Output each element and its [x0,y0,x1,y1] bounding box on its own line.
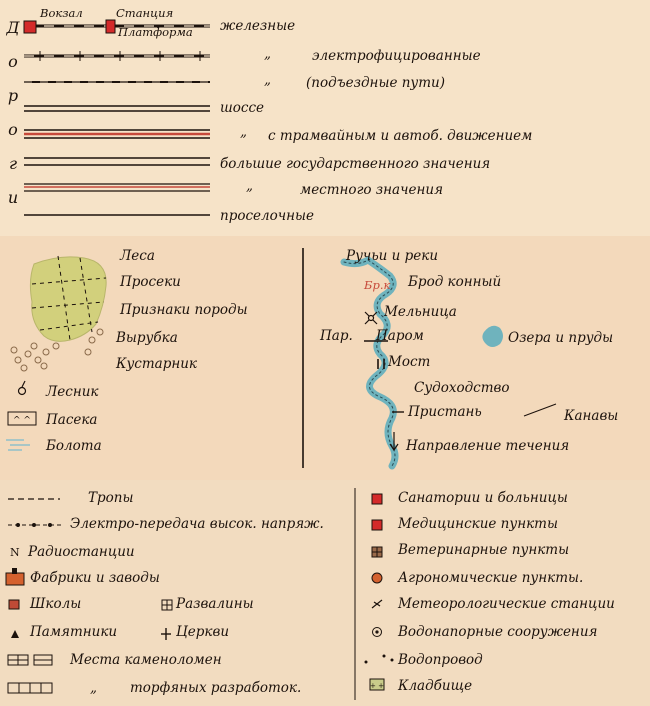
church-symbol [161,628,171,640]
roads-legend-panel [0,0,650,236]
bottom-right-label: Ветеринарные пункты [398,542,570,558]
forest-item-label: Признаки породы [120,302,248,318]
bottom-right-label: Водонапорные сооружения [398,624,598,640]
bottom-right-label: Медицинские пункты [398,516,558,532]
forest-item-label: Леса [120,248,155,264]
bottom-right-label: Кладбище [398,678,473,694]
state-road-symbol [24,158,210,165]
road-row-label: „ [264,72,271,88]
apiary-symbol [8,412,36,426]
platform-label: Платформа [118,25,193,39]
electric-railway-symbol [24,51,210,61]
forest-symbol [11,256,106,371]
quarry-symbol [8,655,52,665]
water-tower-symbol [373,628,382,637]
medical-point-symbol [372,520,382,530]
lake-symbol [482,326,503,347]
road-row-label: местного значения [300,182,444,198]
forest-item-label: Болота [46,438,102,454]
bottom-left-label: Развалины [176,596,254,612]
side-letter: г [8,154,18,173]
water-item-label: Пристань [408,404,482,420]
highway-symbol [24,106,210,111]
forest-item-label: Просеки [120,274,181,290]
ford-abbrev-label: Бр.к [364,278,391,292]
forest-water-legend-panel [0,236,650,480]
weather-station-symbol [372,600,382,608]
side-letter: и [7,188,19,207]
bottom-left-label: Радиостанции [28,544,135,560]
peat-symbol [8,683,52,693]
bottom-left-label: Электро-передача высок. напряж. [70,516,324,532]
school-symbol [9,600,19,609]
roads-side-title [2,18,24,222]
factory-symbol [6,568,24,585]
side-letter: о [8,52,18,71]
roads-symbols [0,0,650,236]
monument-symbol [11,630,19,638]
vet-point-symbol [372,547,382,557]
ruins-symbol [162,600,172,610]
bottom-left-label: Памятники [30,624,118,640]
hospital-symbol [372,494,382,504]
agronomy-point-symbol [372,573,382,583]
svg-text:+ +: + + [370,682,384,690]
road-row-label: с трамвайным и автоб. движением [268,128,533,144]
station2-label: Станция [116,6,174,20]
bottom-left-label: „ [90,680,97,696]
road-row-label: железные [220,18,296,34]
water-item-label: Пар. [320,328,353,344]
water-item-label: Озера и пруды [508,330,614,346]
radio-station-symbol: N [10,546,20,559]
forester-symbol [19,381,26,395]
svg-text:^ ^: ^ ^ [13,416,31,426]
tram-highway-symbol [24,130,210,138]
water-item-label: Судоходство [414,380,510,396]
road-row-label: (подъездные пути) [306,75,446,91]
bottom-left-label: Места каменоломен [70,652,222,668]
water-item-label: Брод конный [408,274,502,290]
water-item-label: Мельница [384,304,457,320]
road-row-label: „ [264,46,271,62]
water-item-label: Паром [376,328,424,344]
road-row-label: проселочные [220,208,315,224]
buildings-symbols [0,480,650,706]
forest-item-label: Вырубка [116,330,178,346]
forest-item-label: Пасека [46,412,98,428]
local-road-symbol [24,184,210,191]
forest-item-label: Лесник [46,384,99,400]
bottom-left-label: торфяных разработок. [130,680,302,696]
bottom-left-label: Церкви [176,624,230,640]
mill-symbol [365,312,377,324]
bottom-right-label: Метеорологические станции [398,596,615,612]
water-item-label: Направление течения [406,438,570,454]
forest-item-label: Кустарник [116,356,197,372]
bottom-left-label: Фабрики и заводы [30,570,160,586]
water-item-label: Мост [388,354,431,370]
bottom-right-label: Агрономические пункты. [398,570,584,586]
ditch-symbol [524,404,556,416]
water-supply-symbol [365,655,394,664]
power-line-symbol [8,524,62,527]
road-row-label: большие государственного значения [220,156,491,172]
bottom-left-label: Школы [30,596,82,612]
road-row-label: шоссе [220,100,265,116]
side-letter: о [8,120,18,139]
water-item-label: Ручьи и реки [346,248,439,264]
water-item-label: Канавы [564,408,619,424]
marsh-symbol [6,440,30,450]
road-row-label: „ [240,124,247,140]
side-letter: р [7,86,19,105]
bottom-left-label: Тропы [88,490,134,506]
buildings-legend-panel [0,480,650,706]
road-row-label: „ [246,178,253,194]
cemetery-symbol [370,679,384,690]
side-letter: Д [6,18,20,37]
bottom-right-label: Санатории и больницы [398,490,568,506]
road-row-label: электрофицированные [312,48,481,64]
bottom-right-label: Водопровод [398,652,483,668]
station-label: Вокзал [40,6,83,20]
